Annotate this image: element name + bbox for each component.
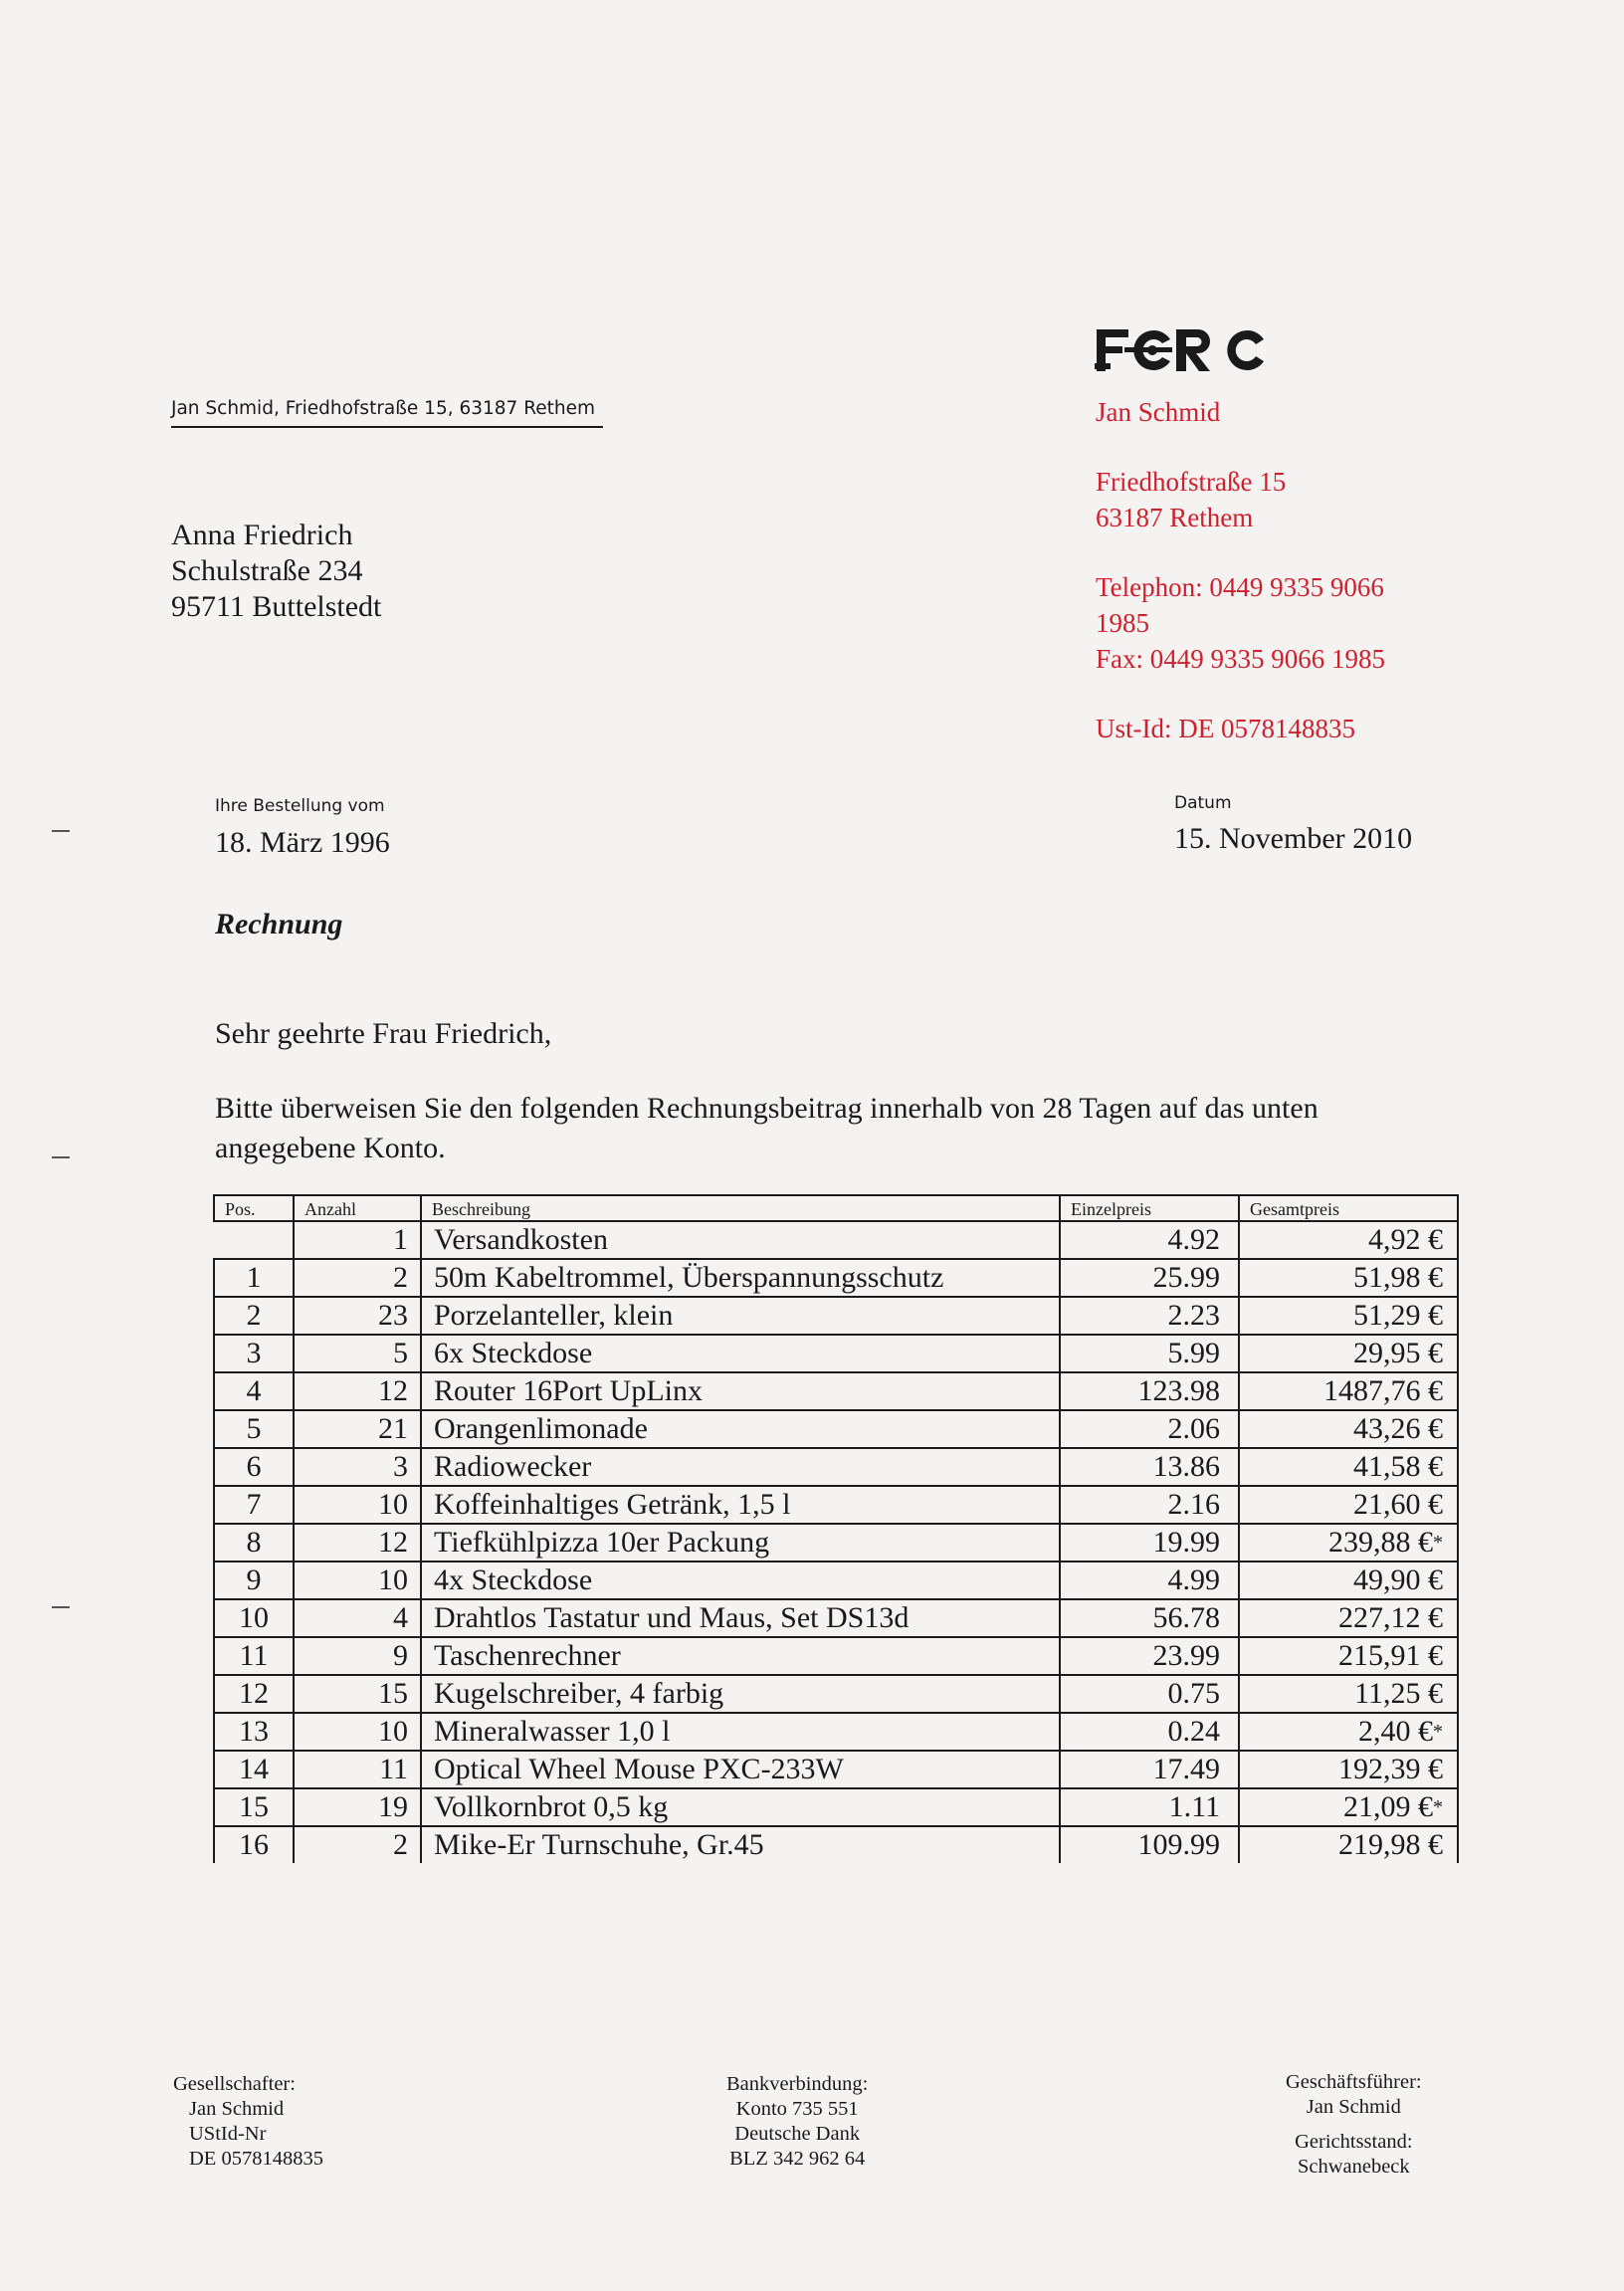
cell-unit-price-text: 19.99 <box>1152 1526 1220 1559</box>
company-city: 63187 Rethem <box>1096 503 1254 532</box>
cell-quantity-text: 15 <box>378 1677 408 1710</box>
company-phone: Telephon: 0449 9335 9066 <box>1096 572 1384 602</box>
cell-pos-text: 9 <box>246 1563 262 1596</box>
cell-total-price-text: 239,88 € <box>1328 1526 1433 1559</box>
spacer <box>1286 2120 1422 2130</box>
cell-total-price-text: 51,98 € <box>1353 1261 1443 1294</box>
cell-description <box>421 1410 1060 1448</box>
cell-pos <box>214 1448 294 1486</box>
cell-description-text: Vollkornbrot 0,5 kg <box>434 1790 669 1823</box>
recipient-city: 95711 Buttelstedt <box>171 590 382 623</box>
footer-bank-line: Deutsche Dank <box>734 2123 861 2145</box>
cell-description-text: Tiefkühlpizza 10er Packung <box>434 1526 770 1559</box>
cell-quantity-text: 19 <box>378 1790 408 1823</box>
cell-quantity <box>294 1826 421 1863</box>
cell-unit-price <box>1060 1486 1239 1524</box>
cell-total-price-text: 2,40 € <box>1358 1715 1433 1748</box>
cell-pos <box>214 1259 294 1297</box>
cell-quantity-text: 2 <box>393 1261 408 1294</box>
cell-unit-price-text: 2.16 <box>1167 1488 1220 1521</box>
cell-total-price-text: 29,95 € <box>1353 1337 1443 1369</box>
table-row <box>214 1788 1458 1826</box>
footer-management-name: Jan Schmid <box>1306 2096 1401 2118</box>
cell-unit-price <box>1060 1221 1239 1259</box>
cell-description-text: 50m Kabeltrommel, Überspannungsschutz <box>434 1261 944 1294</box>
cell-description-text: Drahtlos Tastatur und Maus, Set DS13d <box>434 1601 910 1634</box>
cell-total-price <box>1239 1524 1458 1562</box>
company-name: Jan Schmid <box>1096 397 1221 427</box>
cell-description-text: Porzelanteller, klein <box>434 1299 674 1332</box>
document-subject: Rechnung <box>215 908 343 940</box>
cell-total-price-text: 21,09 € <box>1343 1790 1433 1823</box>
cell-unit-price-text: 23.99 <box>1152 1639 1220 1672</box>
cell-quantity <box>294 1372 421 1410</box>
cell-quantity-text: 12 <box>378 1374 408 1407</box>
cell-quantity <box>294 1599 421 1637</box>
cell-description-text: Mineralwasser 1,0 l <box>434 1715 671 1748</box>
cell-description <box>421 1524 1060 1562</box>
cell-pos-text: 1 <box>246 1261 262 1294</box>
punch-mark <box>52 1156 70 1158</box>
cell-unit-price-text: 5.99 <box>1167 1337 1220 1369</box>
cell-total-price-text: 227,12 € <box>1338 1601 1443 1634</box>
header-description: Beschreibung <box>421 1195 1060 1221</box>
cell-pos-text: 15 <box>239 1790 269 1823</box>
cell-description <box>421 1751 1060 1788</box>
cell-description-text: Koffeinhaltiges Getränk, 1,5 l <box>434 1488 791 1521</box>
cell-unit-price-text: 56.78 <box>1152 1601 1220 1634</box>
cell-quantity-text: 4 <box>393 1601 408 1634</box>
cell-pos-text: 7 <box>246 1488 262 1521</box>
cell-quantity-text: 11 <box>379 1753 408 1785</box>
cell-unit-price-text: 123.98 <box>1137 1374 1220 1407</box>
cell-pos <box>214 1826 294 1863</box>
cell-description-text: Versandkosten <box>434 1223 608 1256</box>
cell-pos-text: 3 <box>246 1337 262 1369</box>
cell-pos <box>214 1297 294 1335</box>
cell-total-price <box>1239 1221 1458 1259</box>
cell-total-price-text: 49,90 € <box>1353 1563 1443 1596</box>
cell-unit-price <box>1060 1751 1239 1788</box>
cell-quantity <box>294 1562 421 1599</box>
cell-quantity <box>294 1297 421 1335</box>
recipient-address <box>171 518 381 625</box>
table-header-row <box>214 1195 1458 1221</box>
cell-description-text: 4x Steckdose <box>434 1563 593 1596</box>
recipient-name: Anna Friedrich <box>171 519 353 551</box>
cell-pos <box>214 1335 294 1372</box>
sender-underline <box>171 426 603 428</box>
fold-mark-top <box>52 830 70 832</box>
cell-description <box>421 1297 1060 1335</box>
cell-pos <box>214 1751 294 1788</box>
cell-unit-price <box>1060 1259 1239 1297</box>
cell-description <box>421 1259 1060 1297</box>
cell-total-price-text: 4,92 € <box>1368 1223 1443 1256</box>
footnote-star: * <box>1433 1721 1443 1743</box>
cell-pos-text: 16 <box>239 1828 269 1861</box>
cell-pos <box>214 1372 294 1410</box>
spacer <box>1096 535 1385 569</box>
table-row <box>214 1448 1458 1486</box>
body-paragraph: Bitte überweisen Sie den folgenden Rechnungsbeitrag innerhalb von 28 Tagen auf das unten angegebene Konto. <box>215 1092 1319 1164</box>
footer-bank-line: BLZ 342 962 64 <box>729 2148 866 2170</box>
cell-description <box>421 1448 1060 1486</box>
table-row <box>214 1599 1458 1637</box>
cell-description <box>421 1637 1060 1675</box>
header-quantity: Anzahl <box>294 1195 421 1221</box>
company-phone-cont: 1985 <box>1096 608 1149 638</box>
cell-pos-text: 14 <box>239 1753 269 1785</box>
cell-pos <box>214 1486 294 1524</box>
cell-pos-text: 10 <box>239 1601 269 1634</box>
cell-unit-price <box>1060 1372 1239 1410</box>
cell-pos <box>214 1788 294 1826</box>
table-row <box>214 1372 1458 1410</box>
cell-total-price-text: 51,29 € <box>1353 1299 1443 1332</box>
cell-pos-text: 2 <box>246 1299 262 1332</box>
cell-pos-text: 6 <box>246 1450 262 1483</box>
cell-quantity-text: 12 <box>378 1526 408 1559</box>
cell-total-price-text: 11,25 € <box>1354 1677 1443 1710</box>
cell-total-price-text: 41,58 € <box>1353 1450 1443 1483</box>
cell-unit-price <box>1060 1524 1239 1562</box>
footer-partner-heading: Gesellschafter: <box>173 2073 296 2095</box>
cell-description <box>421 1221 1060 1259</box>
header-pos: Pos. <box>214 1195 294 1221</box>
cell-unit-price <box>1060 1335 1239 1372</box>
cell-total-price <box>1239 1675 1458 1713</box>
cell-pos-text: 13 <box>239 1715 269 1748</box>
cell-quantity-text: 10 <box>378 1488 408 1521</box>
cell-unit-price-text: 109.99 <box>1137 1828 1220 1861</box>
footnote-star: * <box>1433 1532 1443 1554</box>
cell-unit-price-text: 0.24 <box>1167 1715 1220 1748</box>
cell-description <box>421 1599 1060 1637</box>
table-row <box>214 1221 1458 1259</box>
invoice-date-label: Datum <box>1174 793 1232 813</box>
invoice-table <box>213 1194 1459 1863</box>
cell-unit-price <box>1060 1826 1239 1863</box>
cell-unit-price-text: 2.06 <box>1167 1412 1220 1445</box>
cell-quantity-text: 3 <box>393 1450 408 1483</box>
cell-quantity-text: 9 <box>393 1639 408 1672</box>
cell-unit-price-text: 25.99 <box>1152 1261 1220 1294</box>
header-total-price: Gesamtpreis <box>1239 1195 1458 1221</box>
company-fax: Fax: 0449 9335 9066 1985 <box>1096 644 1386 674</box>
cell-quantity <box>294 1637 421 1675</box>
cell-unit-price-text: 2.23 <box>1167 1299 1220 1332</box>
cell-total-price <box>1239 1297 1458 1335</box>
cell-pos-text: 11 <box>239 1639 269 1672</box>
footer-bank-line: Konto 735 551 <box>735 2098 859 2120</box>
table-body <box>214 1221 1458 1863</box>
cell-total-price-text: 21,60 € <box>1353 1488 1443 1521</box>
cell-unit-price-text: 17.49 <box>1152 1753 1220 1785</box>
cell-total-price-text: 43,26 € <box>1353 1412 1443 1445</box>
cell-total-price-text: 215,91 € <box>1338 1639 1443 1672</box>
cell-total-price <box>1239 1410 1458 1448</box>
cell-pos-text: 8 <box>246 1526 262 1559</box>
footer-partner-line: DE 0578148835 <box>189 2148 323 2170</box>
footer-partner <box>173 2072 323 2172</box>
invoice-date-value: 15. November 2010 <box>1174 822 1413 855</box>
cell-unit-price <box>1060 1562 1239 1599</box>
cell-unit-price <box>1060 1448 1239 1486</box>
cell-quantity <box>294 1713 421 1751</box>
cell-description <box>421 1486 1060 1524</box>
cell-pos <box>214 1524 294 1562</box>
cell-unit-price <box>1060 1788 1239 1826</box>
cell-total-price-text: 192,39 € <box>1338 1753 1443 1785</box>
cell-quantity-text: 10 <box>378 1715 408 1748</box>
cell-description <box>421 1562 1060 1599</box>
cell-pos <box>214 1637 294 1675</box>
fold-mark-bottom <box>52 1606 70 1608</box>
cell-total-price-text: 219,98 € <box>1338 1828 1443 1861</box>
cell-description-text: Radiowecker <box>434 1450 592 1483</box>
cell-unit-price <box>1060 1675 1239 1713</box>
cell-description-text: Router 16Port UpLinx <box>434 1374 703 1407</box>
cell-unit-price <box>1060 1637 1239 1675</box>
cell-pos <box>214 1221 294 1259</box>
cell-quantity <box>294 1448 421 1486</box>
table-row <box>214 1562 1458 1599</box>
cell-quantity-text: 1 <box>393 1223 408 1256</box>
cell-description-text: Kugelschreiber, 4 farbig <box>434 1677 724 1710</box>
footer-partner-line: Jan Schmid <box>189 2098 285 2120</box>
cell-unit-price-text: 13.86 <box>1152 1450 1220 1483</box>
cell-description-text: 6x Steckdose <box>434 1337 593 1369</box>
cell-description <box>421 1713 1060 1751</box>
cell-quantity-text: 23 <box>378 1299 408 1332</box>
company-street: Friedhofstraße 15 <box>1096 467 1287 497</box>
footnote-star: * <box>1433 1796 1443 1818</box>
spacer <box>1096 430 1385 464</box>
cell-unit-price <box>1060 1599 1239 1637</box>
cell-pos-text: 5 <box>246 1412 262 1445</box>
company-contact-block <box>1096 394 1385 746</box>
footer-management <box>1286 2070 1422 2180</box>
cell-pos-text: 12 <box>239 1677 269 1710</box>
cell-total-price <box>1239 1599 1458 1637</box>
company-ust-id: Ust-Id: DE 0578148835 <box>1096 714 1355 743</box>
table-row <box>214 1259 1458 1297</box>
order-date-value: 18. März 1996 <box>215 826 390 859</box>
table-row <box>214 1637 1458 1675</box>
cell-pos <box>214 1675 294 1713</box>
cell-unit-price <box>1060 1713 1239 1751</box>
table-row <box>214 1297 1458 1335</box>
spacer <box>1096 677 1385 711</box>
cell-pos-text: 4 <box>246 1374 262 1407</box>
cell-total-price <box>1239 1751 1458 1788</box>
recipient-street: Schulstraße 234 <box>171 554 363 587</box>
footer-court: Schwanebeck <box>1297 2156 1410 2178</box>
table-row <box>214 1524 1458 1562</box>
cell-description-text: Taschenrechner <box>434 1639 621 1672</box>
footer-bank-heading: Bankverbindung: <box>726 2073 869 2095</box>
footer-management-heading: Geschäftsführer: <box>1286 2071 1422 2093</box>
cell-unit-price-text: 0.75 <box>1167 1677 1220 1710</box>
cell-total-price <box>1239 1713 1458 1751</box>
table-row <box>214 1713 1458 1751</box>
cell-description-text: Optical Wheel Mouse PXC-233W <box>434 1753 844 1785</box>
cell-total-price <box>1239 1788 1458 1826</box>
cell-total-price <box>1239 1562 1458 1599</box>
cell-total-price <box>1239 1826 1458 1863</box>
cell-quantity <box>294 1221 421 1259</box>
cell-quantity-text: 10 <box>378 1563 408 1596</box>
cell-unit-price-text: 4.99 <box>1167 1563 1220 1596</box>
cell-quantity <box>294 1259 421 1297</box>
cell-quantity-text: 2 <box>393 1828 408 1861</box>
table-row <box>214 1486 1458 1524</box>
cell-quantity <box>294 1675 421 1713</box>
table-row <box>214 1826 1458 1863</box>
cell-description <box>421 1372 1060 1410</box>
sender-return-address: Jan Schmid, Friedhofstraße 15, 63187 Rethem <box>171 398 595 419</box>
cell-pos <box>214 1410 294 1448</box>
cell-pos <box>214 1562 294 1599</box>
cell-description-text: Orangenlimonade <box>434 1412 648 1445</box>
table-row <box>214 1335 1458 1372</box>
header-unit-price: Einzelpreis <box>1060 1195 1239 1221</box>
cell-quantity <box>294 1335 421 1372</box>
footer-bank <box>726 2072 868 2172</box>
cell-unit-price-text: 1.11 <box>1168 1790 1220 1823</box>
cell-quantity <box>294 1486 421 1524</box>
cell-pos <box>214 1713 294 1751</box>
company-logo <box>1095 323 1270 375</box>
table-row <box>214 1751 1458 1788</box>
cell-description-text: Mike-Er Turnschuhe, Gr.45 <box>434 1828 764 1861</box>
cell-unit-price-text: 4.92 <box>1167 1223 1220 1256</box>
cell-quantity <box>294 1788 421 1826</box>
cell-total-price <box>1239 1637 1458 1675</box>
cell-total-price <box>1239 1372 1458 1410</box>
cell-description <box>421 1826 1060 1863</box>
cell-quantity-text: 5 <box>393 1337 408 1369</box>
table-row <box>214 1675 1458 1713</box>
cell-unit-price <box>1060 1297 1239 1335</box>
cell-total-price <box>1239 1448 1458 1486</box>
cell-total-price <box>1239 1335 1458 1372</box>
cell-quantity <box>294 1751 421 1788</box>
cell-description <box>421 1788 1060 1826</box>
footer-partner-line: UStId-Nr <box>189 2123 267 2145</box>
cell-quantity <box>294 1524 421 1562</box>
table-row <box>214 1410 1458 1448</box>
cell-total-price-text: 1487,76 € <box>1323 1374 1443 1407</box>
cell-quantity <box>294 1410 421 1448</box>
footer-court-label: Gerichtsstand: <box>1295 2131 1413 2153</box>
order-date-label: Ihre Bestellung vom <box>215 796 385 816</box>
cell-total-price <box>1239 1259 1458 1297</box>
cell-description <box>421 1335 1060 1372</box>
salutation: Sehr geehrte Frau Friedrich, <box>215 1017 552 1050</box>
cell-total-price <box>1239 1486 1458 1524</box>
cell-pos <box>214 1599 294 1637</box>
cell-unit-price <box>1060 1410 1239 1448</box>
cell-description <box>421 1675 1060 1713</box>
cell-quantity-text: 21 <box>378 1412 408 1445</box>
